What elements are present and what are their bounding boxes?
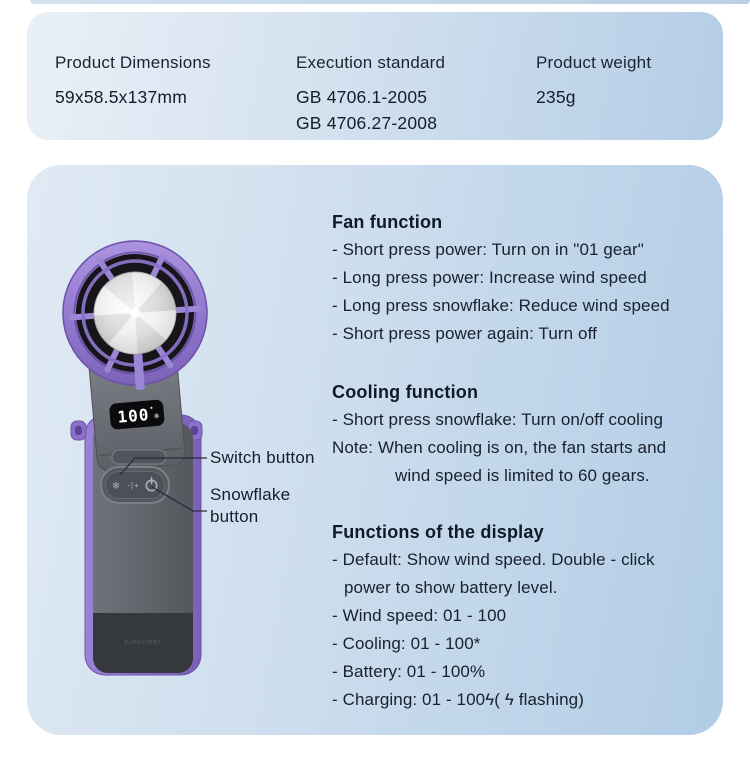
section-heading: Fan function: [332, 212, 443, 232]
spec-product-dimensions: [55, 53, 211, 110]
speed-markings: -|+: [127, 481, 140, 490]
section-fan-function: [332, 208, 732, 348]
info-line: wind speed is limited to 60 gears.: [395, 466, 650, 485]
info-line: Note: When cooling is on, the fan starts and: [332, 438, 667, 457]
callout-snowflake-button: Snowflake button: [210, 485, 291, 526]
display-snowflake-icon: ❄: [153, 413, 160, 421]
info-line: - Cooling: 01 - 100*: [332, 634, 481, 653]
info-line: - Battery: 01 - 100%: [332, 662, 486, 681]
brand-label: Kinscoter: [124, 637, 162, 646]
handheld-fan-illustration: [35, 225, 333, 717]
spec-product-weight: [536, 53, 651, 110]
button-cluster: [101, 467, 169, 503]
display-value: 100: [116, 405, 151, 427]
spec-execution-standard: [296, 53, 445, 136]
function-card: [27, 165, 723, 735]
info-line: - Short press power again: Turn off: [332, 324, 597, 343]
info-line: - Default: Show wind speed. Double - click: [332, 550, 655, 569]
section-cooling-function: [332, 378, 732, 490]
info-line: power to show battery level.: [344, 578, 558, 597]
specs-card: [27, 12, 723, 140]
info-line: - Short press power: Turn on in "01 gear": [332, 240, 644, 259]
spec-label: Product weight: [536, 53, 652, 72]
info-line: - Long press power: Increase wind speed: [332, 268, 647, 287]
snowflake-button-icon: ❄: [111, 481, 121, 492]
section-heading: Cooling function: [332, 382, 479, 402]
fan-head: [58, 236, 212, 395]
info-line: - Short press snowflake: Turn on/off cooling: [332, 410, 664, 429]
info-line: - Charging: 01 - 100ϟ( ϟ flashing): [332, 690, 584, 709]
spec-label: Execution standard: [296, 53, 446, 72]
section-display-functions: [332, 518, 732, 714]
callout-switch-button: Switch button: [210, 448, 315, 467]
section-heading: Functions of the display: [332, 522, 544, 542]
spec-value: GB 4706.27-2008: [296, 113, 438, 133]
previous-section-edge: [30, 0, 750, 4]
spec-label: Product Dimensions: [55, 53, 211, 72]
spec-value: 235g: [536, 87, 576, 107]
led-display: [109, 399, 165, 430]
info-line: - Wind speed: 01 - 100: [332, 606, 507, 625]
spec-value: GB 4706.1-2005: [296, 87, 428, 107]
spec-value: 59x58.5x137mm: [55, 87, 187, 107]
lanyard-loop-left: [71, 421, 86, 440]
switch-slot: [112, 450, 166, 464]
info-column: [332, 208, 732, 714]
info-line: - Long press snowflake: Reduce wind speed: [332, 296, 670, 315]
